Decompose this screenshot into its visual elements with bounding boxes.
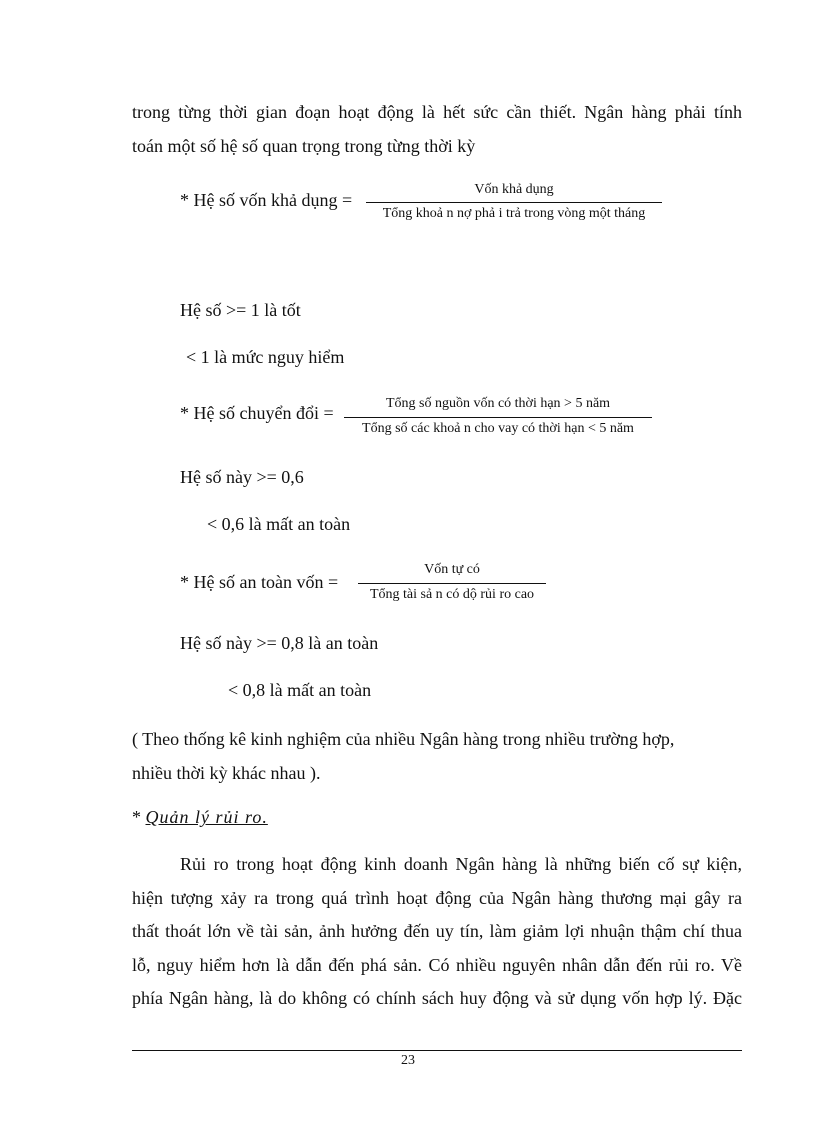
- formula-1-note-danger: < 1 là mức nguy hiểm: [186, 347, 345, 367]
- formula-2-note-good: Hệ số này >= 0,6: [180, 467, 304, 487]
- section-heading-text: Quản lý rủi ro.: [145, 807, 268, 827]
- section-heading: [132, 807, 268, 828]
- body-paragraph: [132, 848, 742, 1016]
- body-line-4: lỗ, nguy hiểm hơn là dẫn đến phá sản. Có nhiều nguyên nhân dẫn đến rủi ro. Về: [132, 954, 742, 975]
- intro-paragraph: [132, 96, 742, 163]
- formula-3-fraction-bar: [358, 583, 546, 584]
- formula-3-numerator: Vốn tự có: [424, 562, 480, 577]
- formula-3-label: * Hệ số an toàn vốn =: [180, 572, 339, 592]
- formula-3-fraction: [358, 562, 546, 606]
- formula-2-denominator: Tổng số các khoả n cho vay có thời hạn < 5 năm: [362, 421, 634, 436]
- footer-rule: [132, 1050, 742, 1051]
- body-line-3: thất thoát lớn về tài sản, ảnh hưởng đến uy tín, làm giảm lợi nhuận thậm chí thua: [132, 921, 742, 941]
- body-line-1: Rủi ro trong hoạt động kinh doanh Ngân hàng là những biến cố sự kiện,: [180, 854, 742, 874]
- formula-2-fraction-bar: [344, 417, 652, 418]
- formula-1-label: * Hệ số vốn khả dụng =: [180, 190, 353, 210]
- intro-line-2: toán một số hệ số quan trọng trong từng thời kỳ: [132, 135, 476, 156]
- formula-3-note-good: Hệ số này >= 0,8 là an toàn: [180, 633, 379, 653]
- note-line-2: nhiều thời kỳ khác nhau ).: [132, 763, 321, 783]
- formula-2-fraction: [344, 396, 652, 440]
- formula-1-note-good: Hệ số >= 1 là tốt: [180, 300, 301, 320]
- formula-2-note-danger: < 0,6 là mất an toàn: [207, 514, 351, 534]
- formula-3-note-danger: < 0,8 là mất an toàn: [228, 680, 372, 700]
- intro-line-1: trong từng thời gian đoạn hoạt động là hết sức cần thiết. Ngân hàng phải tính: [132, 102, 742, 122]
- page-number: 23: [401, 1053, 415, 1068]
- formula-1-fraction: [366, 182, 662, 226]
- formula-3-denominator: Tổng tài sả n có dộ rủi ro cao: [369, 587, 535, 602]
- body-line-2: hiện tượng xảy ra trong quá trình hoạt động của Ngân hàng thương mại gây ra: [132, 887, 742, 908]
- body-line-5: phía Ngân hàng, là do không có chính sách huy động và sử dụng vốn hợp lý. Đặc: [132, 988, 742, 1008]
- formula-1-numerator: Vốn khả dụng: [474, 182, 554, 197]
- section-bullet: *: [132, 807, 141, 827]
- formula-2-label: * Hệ số chuyển đổi =: [180, 403, 334, 423]
- formula-1-denominator: Tổng khoả n nợ phả i trả trong vòng một tháng: [382, 206, 646, 221]
- formula-2-numerator: Tổng số nguồn vốn có thời hạn > 5 năm: [385, 396, 611, 411]
- note-line-1: ( Theo thống kê kinh nghiệm của nhiều Ngân hàng trong nhiều trường hợp,: [132, 729, 675, 749]
- formula-1-fraction-bar: [366, 202, 662, 203]
